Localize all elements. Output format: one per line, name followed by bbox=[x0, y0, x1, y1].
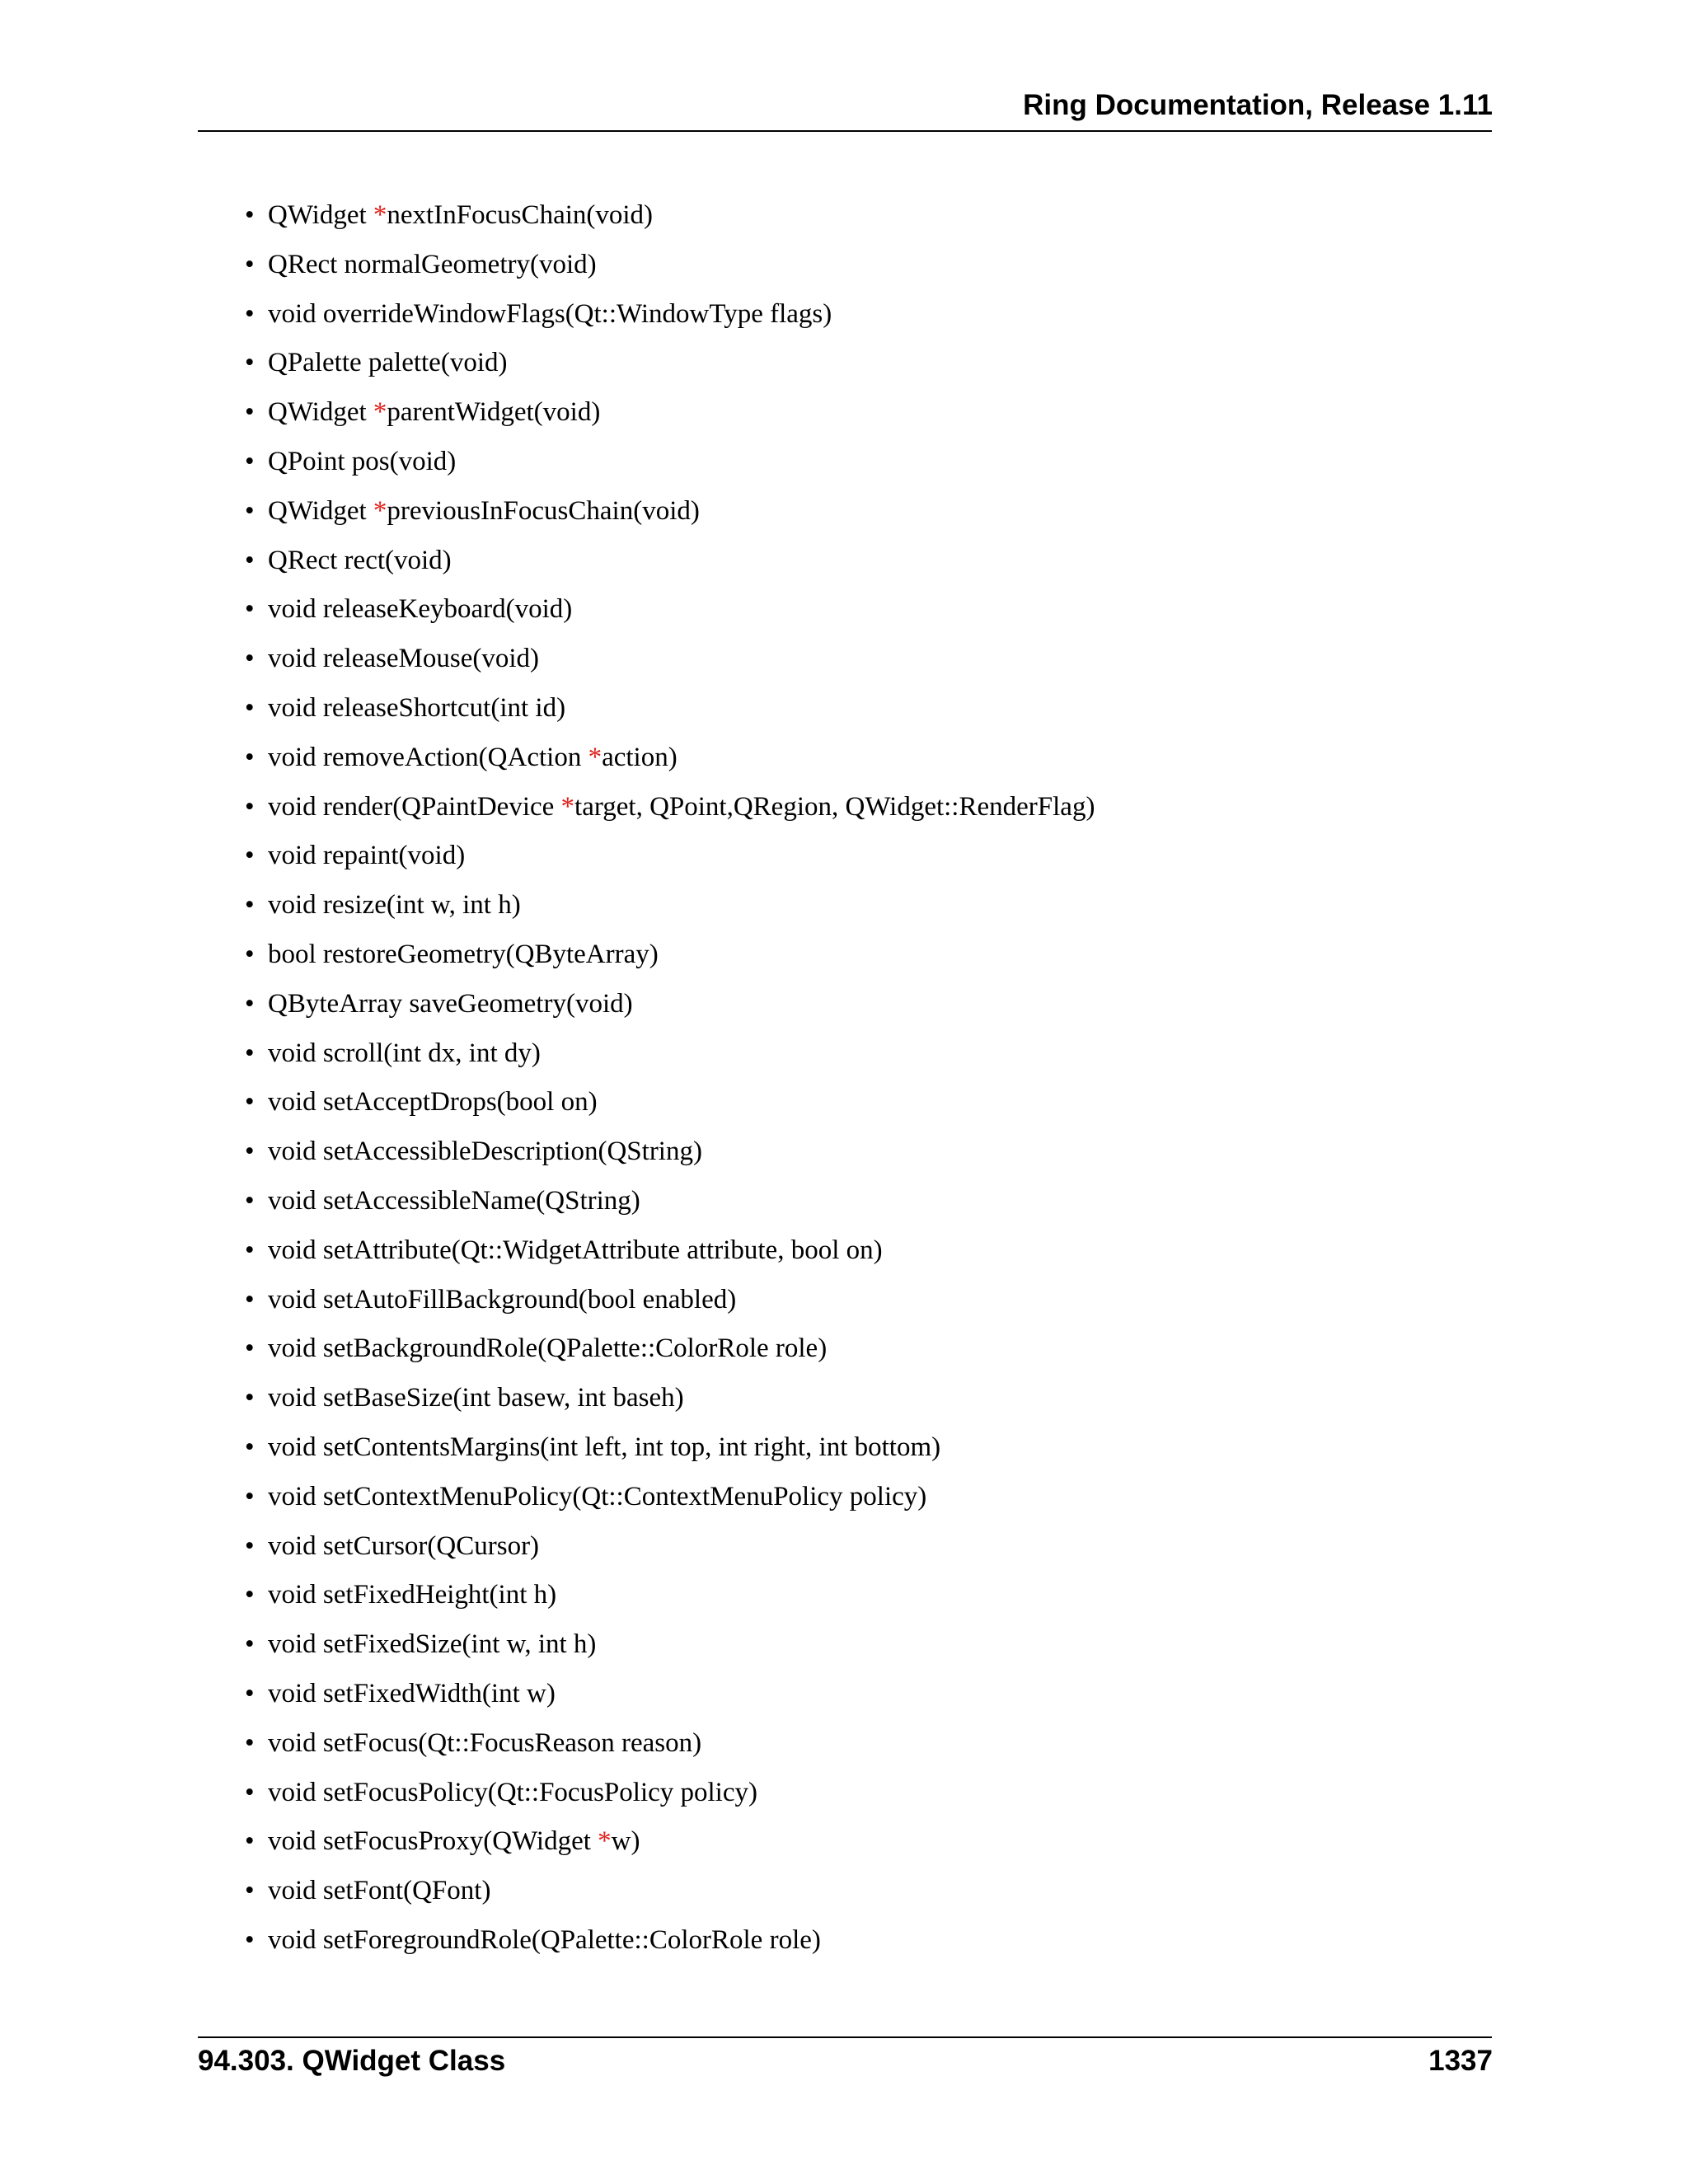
method-signature bbox=[268, 1332, 827, 1365]
method-signature bbox=[268, 1381, 684, 1414]
method-signature bbox=[268, 1776, 757, 1809]
signature-part: void setFocus(Qt::FocusReason reason) bbox=[268, 1727, 702, 1758]
signature-part: void setBackgroundRole(QPalette::ColorRole role) bbox=[268, 1333, 828, 1364]
signature-part: parentWidget(void) bbox=[387, 397, 601, 428]
bullet-icon: • bbox=[245, 791, 255, 822]
method-signature bbox=[268, 839, 465, 872]
signature-part: void setContextMenuPolicy(Qt::ContextMenuPolicy policy) bbox=[268, 1481, 927, 1511]
signature-part: void setAutoFillBackground(bool enabled) bbox=[268, 1284, 737, 1315]
signature-part: void setFont(QFont) bbox=[268, 1876, 491, 1906]
method-signature bbox=[268, 346, 507, 379]
method-signature bbox=[268, 1628, 596, 1661]
signature-part: void render(QPaintDevice bbox=[268, 791, 561, 822]
signature-part: target, QPoint,QRegion, QWidget::RenderFlag) bbox=[574, 791, 1095, 822]
signature-part: void setBaseSize(int basew, int baseh) bbox=[268, 1383, 684, 1413]
method-signature bbox=[268, 1578, 556, 1611]
method-signature bbox=[268, 1234, 883, 1267]
signature-part: void setForegroundRole(QPalette::ColorRole role) bbox=[268, 1925, 821, 1955]
signature-part: void setContentsMargins(int left, int top, int right, int bottom) bbox=[268, 1432, 941, 1462]
method-signature bbox=[268, 888, 521, 921]
method-signature bbox=[268, 1085, 598, 1118]
pointer-asterisk: * bbox=[588, 742, 603, 772]
signature-part: QWidget bbox=[268, 200, 373, 230]
pointer-asterisk: * bbox=[373, 200, 387, 230]
method-signature bbox=[268, 593, 572, 626]
pointer-asterisk: * bbox=[560, 791, 575, 822]
signature-part: void setFixedSize(int w, int h) bbox=[268, 1629, 597, 1660]
footer-rule bbox=[198, 2036, 1492, 2038]
signature-part: void resize(int w, int h) bbox=[268, 890, 521, 921]
bullet-icon: • bbox=[245, 1876, 255, 1906]
bullet-icon: • bbox=[245, 1580, 255, 1610]
method-signature bbox=[268, 1874, 490, 1907]
bullet-icon: • bbox=[245, 1284, 255, 1315]
bullet-icon: • bbox=[245, 1629, 255, 1660]
bullet-icon: • bbox=[245, 545, 255, 575]
method-signature bbox=[268, 248, 597, 281]
signature-part: void setFixedWidth(int w) bbox=[268, 1679, 556, 1708]
bullet-icon: • bbox=[245, 1186, 255, 1216]
signature-part: QPoint pos(void) bbox=[268, 447, 457, 476]
bullet-icon: • bbox=[245, 348, 255, 378]
bullet-icon: • bbox=[245, 447, 255, 476]
method-signature bbox=[268, 1677, 556, 1710]
method-signature bbox=[268, 1924, 821, 1957]
signature-part: QRect normalGeometry(void) bbox=[268, 249, 597, 279]
method-signature bbox=[268, 1184, 640, 1217]
footer-section-title: 94.303. QWidget Class bbox=[198, 2045, 506, 2077]
bullet-icon: • bbox=[245, 1925, 255, 1955]
bullet-icon: • bbox=[245, 1727, 255, 1758]
bullet-icon: • bbox=[245, 988, 255, 1019]
signature-part: w) bbox=[611, 1826, 640, 1857]
signature-part: void repaint(void) bbox=[268, 841, 466, 871]
signature-part: void setAcceptDrops(bool on) bbox=[268, 1087, 598, 1118]
signature-part: QByteArray saveGeometry(void) bbox=[268, 988, 633, 1019]
signature-part: void setFocusProxy(QWidget bbox=[268, 1826, 598, 1857]
signature-part: bool restoreGeometry(QByteArray) bbox=[268, 940, 659, 969]
signature-part: void removeAction(QAction bbox=[268, 742, 588, 772]
bullet-icon: • bbox=[245, 200, 255, 230]
method-signature bbox=[268, 298, 832, 330]
signature-part: QRect rect(void) bbox=[268, 545, 452, 575]
method-signature bbox=[268, 1530, 539, 1563]
bullet-icon: • bbox=[245, 1826, 255, 1857]
bullet-icon: • bbox=[245, 1530, 255, 1561]
pointer-asterisk: * bbox=[598, 1826, 612, 1857]
bullet-icon: • bbox=[245, 841, 255, 871]
pointer-asterisk: * bbox=[373, 397, 387, 428]
bullet-icon: • bbox=[245, 940, 255, 969]
signature-part: void setFixedHeight(int h) bbox=[268, 1580, 557, 1610]
method-signature bbox=[268, 1135, 702, 1168]
signature-part: QPalette palette(void) bbox=[268, 348, 508, 378]
method-signature bbox=[268, 691, 565, 724]
bullet-icon: • bbox=[245, 1235, 255, 1265]
method-signature bbox=[268, 494, 700, 527]
method-signature bbox=[268, 790, 1095, 823]
signature-part: nextInFocusChain(void) bbox=[387, 200, 654, 230]
header-rule bbox=[198, 130, 1492, 132]
signature-part: action) bbox=[602, 742, 678, 772]
method-signature bbox=[268, 938, 659, 971]
bullet-icon: • bbox=[245, 890, 255, 921]
running-header-title: Ring Documentation, Release 1.11 bbox=[1023, 89, 1493, 121]
signature-part: void setAttribute(Qt::WidgetAttribute attribute, bool on) bbox=[268, 1235, 883, 1265]
signature-part: void setCursor(QCursor) bbox=[268, 1530, 540, 1561]
bullet-icon: • bbox=[245, 397, 255, 428]
bullet-icon: • bbox=[245, 644, 255, 674]
method-signature bbox=[268, 741, 678, 774]
bullet-icon: • bbox=[245, 1038, 255, 1068]
bullet-icon: • bbox=[245, 298, 255, 329]
method-signature bbox=[268, 1825, 640, 1858]
method-signature bbox=[268, 642, 539, 675]
pointer-asterisk: * bbox=[373, 495, 387, 526]
bullet-icon: • bbox=[245, 693, 255, 723]
signature-part: void setAccessibleDescription(QString) bbox=[268, 1137, 702, 1167]
bullet-icon: • bbox=[245, 742, 255, 772]
bullet-icon: • bbox=[245, 1481, 255, 1511]
method-signature bbox=[268, 1037, 541, 1070]
bullet-icon: • bbox=[245, 1333, 255, 1364]
method-signature bbox=[268, 1431, 940, 1464]
signature-part: void setAccessibleName(QString) bbox=[268, 1186, 640, 1216]
method-signature bbox=[268, 544, 452, 577]
method-signature bbox=[268, 987, 633, 1020]
method-signature bbox=[268, 396, 600, 429]
method-signature bbox=[268, 199, 653, 232]
signature-part: void releaseKeyboard(void) bbox=[268, 594, 573, 625]
method-signature bbox=[268, 1480, 926, 1513]
signature-part: void overrideWindowFlags(Qt::WindowType flags) bbox=[268, 298, 832, 329]
signature-part: void setFocusPolicy(Qt::FocusPolicy policy) bbox=[268, 1777, 757, 1807]
signature-part: void releaseShortcut(int id) bbox=[268, 693, 566, 723]
bullet-icon: • bbox=[245, 249, 255, 279]
method-signature bbox=[268, 1283, 736, 1316]
page-number: 1337 bbox=[1428, 2045, 1493, 2077]
signature-part: QWidget bbox=[268, 397, 373, 428]
bullet-icon: • bbox=[245, 1137, 255, 1167]
bullet-icon: • bbox=[245, 594, 255, 625]
bullet-icon: • bbox=[245, 1777, 255, 1807]
signature-part: QWidget bbox=[268, 495, 373, 526]
bullet-icon: • bbox=[245, 495, 255, 526]
signature-part: void releaseMouse(void) bbox=[268, 644, 539, 674]
bullet-icon: • bbox=[245, 1679, 255, 1708]
bullet-icon: • bbox=[245, 1087, 255, 1118]
bullet-icon: • bbox=[245, 1432, 255, 1462]
method-signature bbox=[268, 1727, 701, 1760]
signature-part: void scroll(int dx, int dy) bbox=[268, 1038, 541, 1068]
method-signature bbox=[268, 445, 456, 478]
bullet-icon: • bbox=[245, 1383, 255, 1413]
signature-part: previousInFocusChain(void) bbox=[387, 495, 700, 526]
